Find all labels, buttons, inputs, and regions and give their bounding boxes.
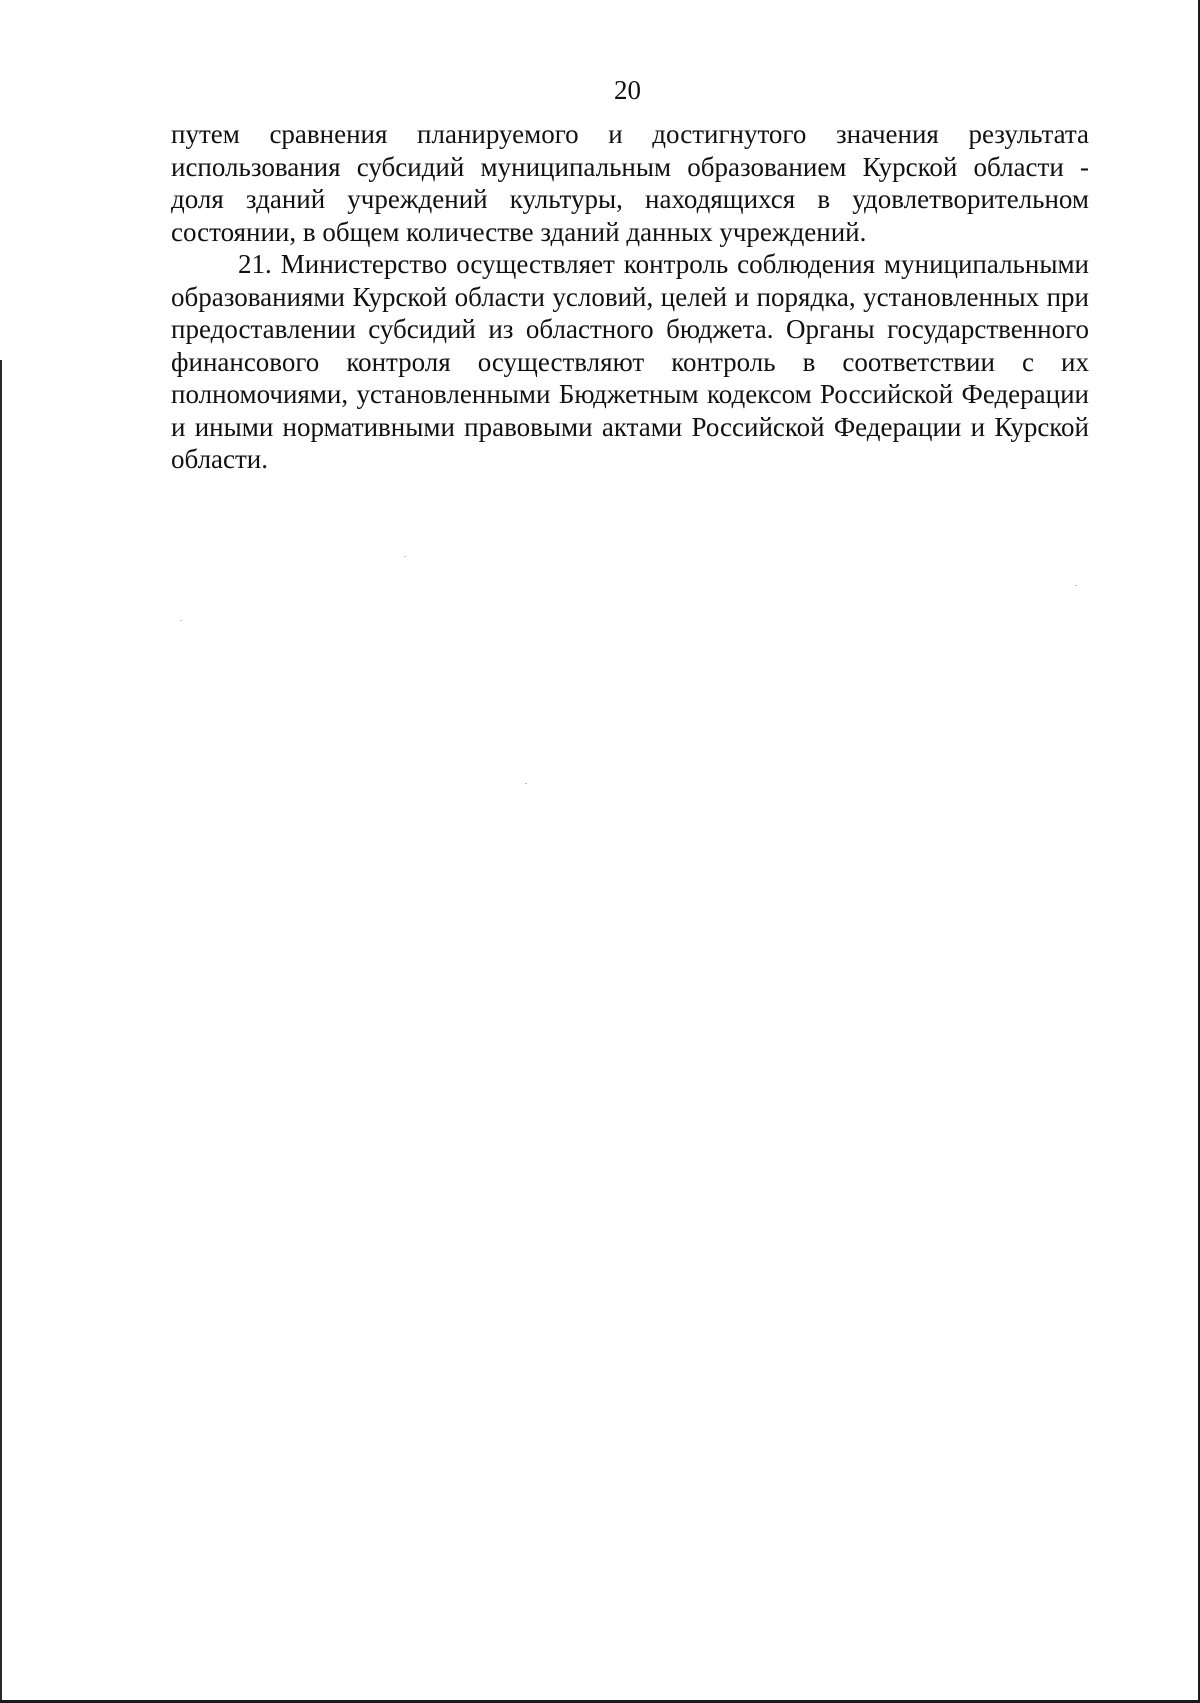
scan-speck <box>404 556 406 557</box>
document-body <box>171 118 1089 476</box>
scan-speck <box>180 620 182 621</box>
paragraph-21: 21. Министерство осуществляет контроль соблюдения муниципальными образованиями Курской области условий, целей и порядка, установленных при предоставлении субсидий из областного бюджета. Органы государственного финансового контроля осуществляют контроль в соответствии с их полномочиями, установленными Бюджетным кодексом Российской Федерации и иными нормативными правовыми актами Российской Федерации и Курской области. <box>171 249 1089 474</box>
paragraph-continuation: путем сравнения планируемого и достигнутого значения результата использования субсидий муниципальным образованием Курской области - доля зданий учреждений культуры, находящихся в удовлетворительном состоянии, в общем количестве зданий данных учреждений. <box>171 119 1089 247</box>
scan-border-left <box>0 360 2 1703</box>
scan-speck <box>1075 585 1077 586</box>
scan-speck <box>525 783 527 784</box>
page-number: 20 <box>614 75 641 105</box>
